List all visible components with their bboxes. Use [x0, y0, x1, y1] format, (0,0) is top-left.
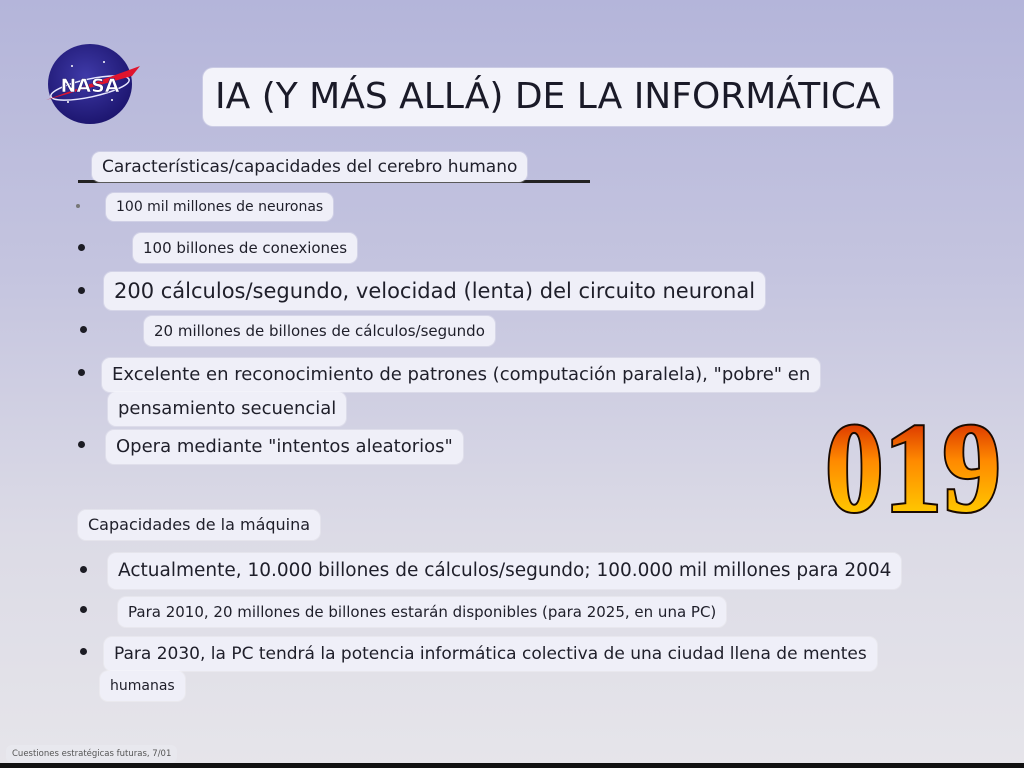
bullet — [80, 566, 87, 573]
nasa-logo — [42, 38, 142, 126]
bullet — [80, 326, 87, 333]
page-title: IA (Y MÁS ALLÁ) DE LA INFORMÁTICA — [203, 68, 893, 126]
bottom-border — [0, 763, 1024, 768]
list-item: 200 cálculos/segundo, velocidad (lenta) del circuito neuronal — [104, 272, 765, 310]
list-item: 100 billones de conexiones — [133, 233, 357, 263]
svg-text:NASA: NASA — [60, 75, 120, 97]
bullet — [78, 369, 85, 376]
bullet — [76, 204, 80, 208]
badge-number: 019 — [825, 405, 1001, 525]
section-heading-machine: Capacidades de la máquina — [78, 510, 320, 540]
list-item-continuation: pensamiento secuencial — [108, 392, 346, 426]
footer-caption: Cuestiones estratégicas futuras, 7/01 — [6, 745, 177, 763]
bullet — [80, 648, 87, 655]
list-item: Opera mediante "intentos aleatorios" — [106, 430, 463, 464]
list-item: Para 2010, 20 millones de billones estarán disponibles (para 2025, en una PC) — [118, 597, 726, 627]
number-badge — [818, 405, 1008, 525]
section-heading-brain: Características/capacidades del cerebro humano — [92, 152, 527, 182]
list-item: 100 mil millones de neuronas — [106, 193, 333, 221]
bullet — [78, 441, 85, 448]
bullet — [78, 244, 85, 251]
list-item-continuation: humanas — [100, 671, 185, 701]
list-item: 20 millones de billones de cálculos/segundo — [144, 316, 495, 346]
bullet — [80, 606, 87, 613]
list-item: Excelente en reconocimiento de patrones (computación paralela), "pobre" en — [102, 358, 820, 392]
bullet — [78, 287, 85, 294]
list-item: Actualmente, 10.000 billones de cálculos/segundo; 100.000 mil millones para 2004 — [108, 553, 901, 589]
list-item: Para 2030, la PC tendrá la potencia informática colectiva de una ciudad llena de mentes — [104, 637, 877, 671]
